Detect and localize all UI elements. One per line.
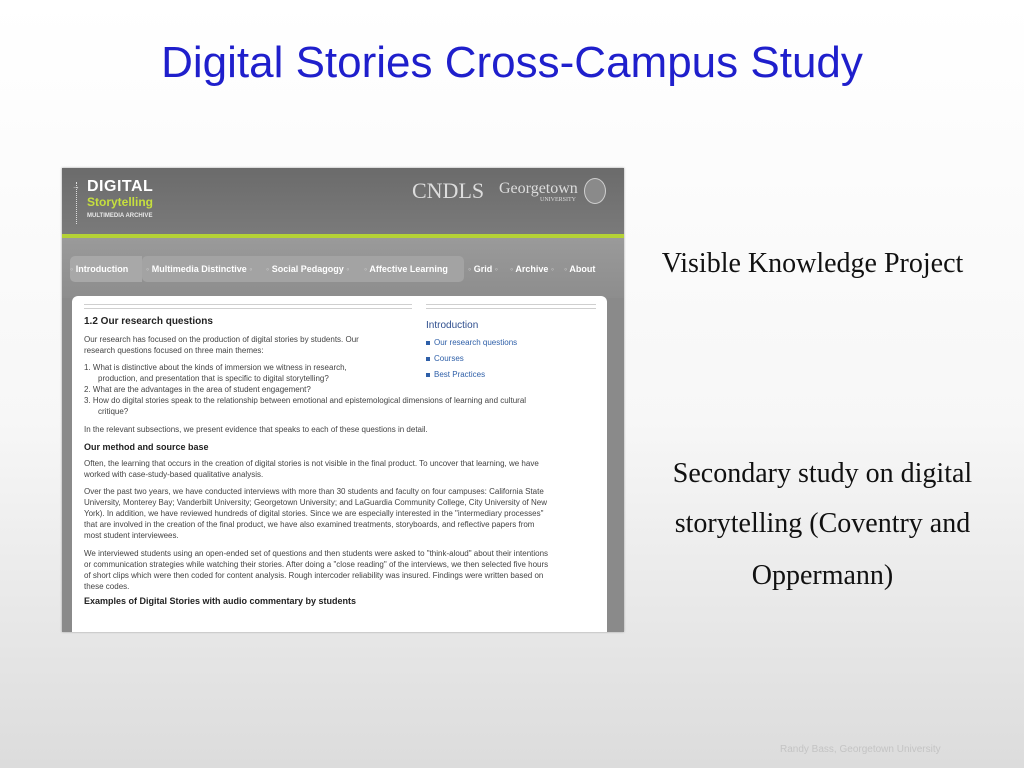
- slide-title: Digital Stories Cross-Campus Study: [161, 38, 863, 87]
- nav-item-social-pedagogy[interactable]: [266, 264, 349, 274]
- logo-digital: DIGITAL: [87, 178, 154, 195]
- logo-storytelling: Storytelling: [87, 195, 154, 209]
- cndls-logo: CNDLS: [412, 178, 485, 203]
- sidebar-link-label: Best Practices: [434, 370, 486, 379]
- nav-bullet-icon: ◦: [564, 264, 568, 274]
- nav-label: Introduction: [75, 264, 129, 274]
- bullet-icon: [426, 341, 430, 345]
- university-seal-icon: [584, 178, 606, 204]
- paragraph: York). In addition, we have reviewed hundreds of digital stories. Since we are especially interested in the "intermediary processes": [84, 509, 544, 518]
- list-item: critique?: [98, 407, 129, 416]
- paragraph: these codes.: [84, 582, 130, 591]
- secondary-study-line3: Oppermann): [751, 560, 894, 591]
- nav-label: Multimedia Distinctive: [151, 264, 247, 274]
- sidebar-link-label: Our research questions: [434, 338, 518, 347]
- nav-bullet-icon: ◦: [146, 264, 150, 274]
- secondary-study-line1: Secondary study on digital: [672, 458, 973, 489]
- page-heading: 1.2 Our research questions: [84, 316, 213, 327]
- paragraph: of short clips which were then coded for content analysis. Rough intercoder reliability was insured. Findings were written based on: [84, 571, 544, 580]
- nav-item-multimedia-distinctive[interactable]: [146, 264, 252, 274]
- sidebar-link-courses[interactable]: [426, 354, 464, 363]
- bullet-icon: [426, 357, 430, 361]
- nav-label: Archive: [515, 264, 549, 274]
- paragraph: worked with case-study-based qualitative analysis.: [84, 470, 264, 479]
- sidebar-link-best-practices[interactable]: [426, 370, 485, 379]
- paragraph: that are involved in the creation of the final product, we have also examined treatments, storyboards, and reflective papers from: [84, 520, 535, 529]
- section-heading: Examples of Digital Stories with audio commentary by students: [84, 596, 357, 606]
- list-item: production, and presentation that is specific to digital storytelling?: [98, 374, 329, 383]
- nav-item-grid[interactable]: [468, 264, 498, 274]
- nav-bullet-icon: ◦: [550, 264, 555, 274]
- bullet-icon: [426, 373, 430, 377]
- nav-item-about[interactable]: [564, 264, 595, 274]
- nav-item-introduction[interactable]: [70, 264, 128, 274]
- paragraph: Often, the learning that occurs in the creation of digital stories is not visible in the final product. To uncover that learning, we have: [84, 459, 539, 468]
- nav-bullet-icon: ◦: [468, 264, 472, 274]
- paragraph: We interviewed students using an open-ended set of questions and then students were asked to "think-aloud" about their intentions: [84, 549, 549, 558]
- nav-bullet-icon: ◦: [346, 264, 350, 274]
- paragraph: research questions focused on three main themes:: [84, 346, 264, 355]
- paragraph: In the relevant subsections, we present evidence that speaks to each of these questions in detail.: [84, 425, 428, 434]
- list-item: 2. What are the advantages in the area of student engagement?: [84, 385, 311, 394]
- paragraph: or communication strategies while watching their stories. After doing a "close reading" of the interviews, we then selected five hours: [84, 560, 549, 569]
- nav-label: Social Pedagogy: [271, 264, 344, 274]
- content-panel: [72, 296, 607, 632]
- nav-bullet-icon: ◦: [510, 264, 514, 274]
- nav-bullet-icon: ◦: [249, 264, 253, 274]
- nav-label: Affective Learning: [369, 264, 448, 274]
- georgetown-logo-sub: UNIVERSITY: [540, 197, 576, 203]
- nav-item-archive[interactable]: [510, 264, 554, 274]
- divider: [84, 304, 412, 309]
- paragraph: Our research has focused on the production of digital stories by students. Our: [84, 335, 359, 344]
- logo-multimedia-archive: MULTIMEDIA ARCHIVE: [87, 213, 153, 219]
- nav-label: About: [569, 264, 596, 274]
- nav-bullet-icon: ◦: [494, 264, 498, 274]
- nav-label: Grid: [473, 264, 493, 274]
- paragraph: Over the past two years, we have conducted interviews with more than 30 students and faculty on four campuses: California State: [84, 487, 544, 496]
- paragraph: University, Monterey Bay; Vanderbilt University; Georgetown University; and LaGuardia Community College, City University of New: [84, 498, 547, 507]
- divider: [426, 304, 596, 309]
- nav-bullet-icon: ◦: [70, 264, 74, 274]
- georgetown-logo: Georgetown: [499, 180, 578, 197]
- nav-bullet-icon: ◦: [364, 264, 368, 274]
- arrow-icon: →: [72, 182, 80, 191]
- slide-footer: Randy Bass, Georgetown University: [780, 744, 941, 755]
- logo-dotted-line: [76, 182, 79, 224]
- list-item: 1. What is distinctive about the kinds of immersion we witness in research,: [84, 363, 347, 372]
- website-screenshot: [62, 168, 624, 632]
- site-header: [62, 168, 624, 238]
- sidebar-link-label: Courses: [434, 354, 464, 363]
- section-heading: Our method and source base: [84, 442, 209, 452]
- sidebar-title: Introduction: [426, 320, 479, 331]
- site-nav: [62, 238, 624, 298]
- secondary-study-line2: storytelling (Coventry and: [674, 508, 971, 539]
- sidebar-link-research-questions[interactable]: [426, 338, 517, 347]
- nav-bullet-icon: ◦: [266, 264, 270, 274]
- nav-item-affective-learning[interactable]: [364, 264, 448, 274]
- paragraph: most student interviewees.: [84, 531, 179, 540]
- vkp-label: Visible Knowledge Project: [661, 248, 964, 279]
- list-item: 3. How do digital stories speak to the relationship between emotional and epistemological dimensions of learning and cultural: [84, 396, 527, 405]
